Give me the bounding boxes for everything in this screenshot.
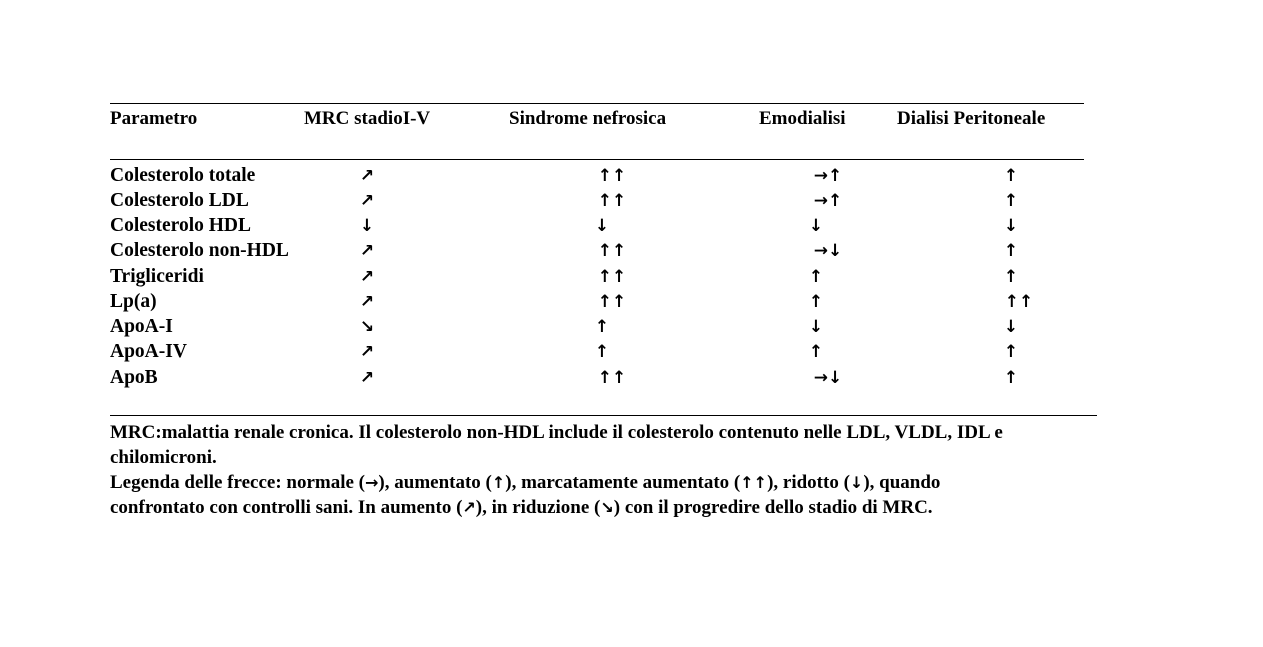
emodialisi-arrow-icon: ↑ (808, 267, 824, 287)
header-parametro: Parametro (110, 108, 198, 129)
mrc-arrow-icon: ↗ (359, 292, 375, 312)
table-row (110, 266, 1090, 291)
table-row (110, 165, 1090, 190)
double-arrow-up-icon: ↑↑ (740, 473, 768, 492)
row-param: ApoB (110, 367, 158, 388)
table-row (110, 341, 1090, 366)
emodialisi-arrow-icon: →↑ (813, 191, 843, 211)
table-row (110, 215, 1090, 240)
row-param: Lp(a) (110, 291, 157, 312)
mrc-arrow-icon: ↓ (359, 216, 375, 236)
table-row (110, 291, 1090, 316)
row-param: Colesterolo HDL (110, 215, 251, 236)
emodialisi-arrow-icon: ↑ (808, 292, 824, 312)
emodialisi-arrow-icon: ↑ (808, 342, 824, 362)
legend-text: ), marcatamente aumentato ( (505, 472, 741, 493)
row-param: Trigliceridi (110, 266, 204, 287)
sindrome-arrow-icon: ↑↑ (597, 191, 627, 211)
mrc-arrow-icon: ↘ (359, 317, 375, 337)
table-row (110, 316, 1090, 341)
sindrome-arrow-icon: ↑↑ (597, 166, 627, 186)
note-abbreviation: MRC:malattia renale cronica. Il colesterolo non-HDL include il colesterolo contenuto nelle LDL, VLDL, IDL e (110, 422, 1003, 443)
arrow-down-icon: ↓ (849, 473, 864, 492)
legend-text: Legenda delle frecce: normale ( (110, 472, 366, 493)
arrow-up-right-icon: ↗ (462, 498, 476, 517)
mrc-arrow-icon: ↗ (359, 342, 375, 362)
mrc-arrow-icon: ↗ (359, 368, 375, 388)
table-top-rule (110, 103, 1084, 104)
row-param: Colesterolo totale (110, 165, 256, 186)
emodialisi-arrow-icon: ↓ (808, 216, 824, 236)
arrow-up-icon: ↑ (491, 473, 506, 492)
sindrome-arrow-icon: ↑↑ (597, 292, 627, 312)
dialisi-arrow-icon: ↓ (1003, 317, 1019, 337)
dialisi-arrow-icon: ↑ (1003, 191, 1019, 211)
mrc-arrow-icon: ↗ (359, 191, 375, 211)
sindrome-arrow-icon: ↑↑ (597, 368, 627, 388)
row-param: Colesterolo LDL (110, 190, 249, 211)
emodialisi-arrow-icon: →↓ (813, 368, 843, 388)
emodialisi-arrow-icon: →↑ (813, 166, 843, 186)
row-param: ApoA-IV (110, 341, 187, 362)
table-row (110, 240, 1090, 265)
emodialisi-arrow-icon: ↓ (808, 317, 824, 337)
dialisi-arrow-icon: ↑ (1003, 241, 1019, 261)
sindrome-arrow-icon: ↓ (594, 216, 610, 236)
table-row (110, 190, 1090, 215)
arrow-right-icon: → (365, 473, 379, 492)
legend-text: ), aumentato ( (378, 472, 492, 493)
header-bottom-rule (110, 159, 1084, 160)
row-param: Colesterolo non-HDL (110, 240, 289, 261)
sindrome-arrow-icon: ↑ (594, 342, 610, 362)
dialisi-arrow-icon: ↑ (1003, 342, 1019, 362)
header-sindrome-nefrosica: Sindrome nefrosica (509, 108, 667, 129)
mrc-arrow-icon: ↗ (359, 267, 375, 287)
legend-text: confrontato con controlli sani. In aumento ( (110, 497, 463, 518)
sindrome-arrow-icon: ↑↑ (597, 241, 627, 261)
emodialisi-arrow-icon: →↓ (813, 241, 843, 261)
note-abbreviation-cont: chilomicroni. (110, 447, 217, 468)
legend-text: ) con il progredire dello stadio di MRC. (613, 497, 933, 518)
arrow-down-right-icon: ↘ (600, 498, 614, 517)
row-param: ApoA-I (110, 316, 173, 337)
sindrome-arrow-icon: ↑↑ (597, 267, 627, 287)
dialisi-arrow-icon: ↓ (1003, 216, 1019, 236)
dialisi-arrow-icon: ↑ (1003, 166, 1019, 186)
dialisi-arrow-icon: ↑ (1003, 267, 1019, 287)
dialisi-arrow-icon: ↑↑ (1004, 292, 1034, 312)
table-bottom-rule (110, 415, 1097, 416)
legend-text: ), ridotto ( (767, 472, 850, 493)
note-legend (110, 471, 1210, 496)
legend-text: ), in riduzione ( (475, 497, 601, 518)
legend-text: ), quando (863, 472, 941, 493)
dialisi-arrow-icon: ↑ (1003, 368, 1019, 388)
header-emodialisi: Emodialisi (759, 108, 846, 129)
header-mrc: MRC stadioI-V (304, 108, 431, 129)
header-dialisi-peritoneale: Dialisi Peritoneale (897, 108, 1046, 129)
table-row (110, 367, 1090, 392)
mrc-arrow-icon: ↗ (359, 166, 375, 186)
mrc-arrow-icon: ↗ (359, 241, 375, 261)
sindrome-arrow-icon: ↑ (594, 317, 610, 337)
note-legend-cont (110, 496, 1210, 521)
